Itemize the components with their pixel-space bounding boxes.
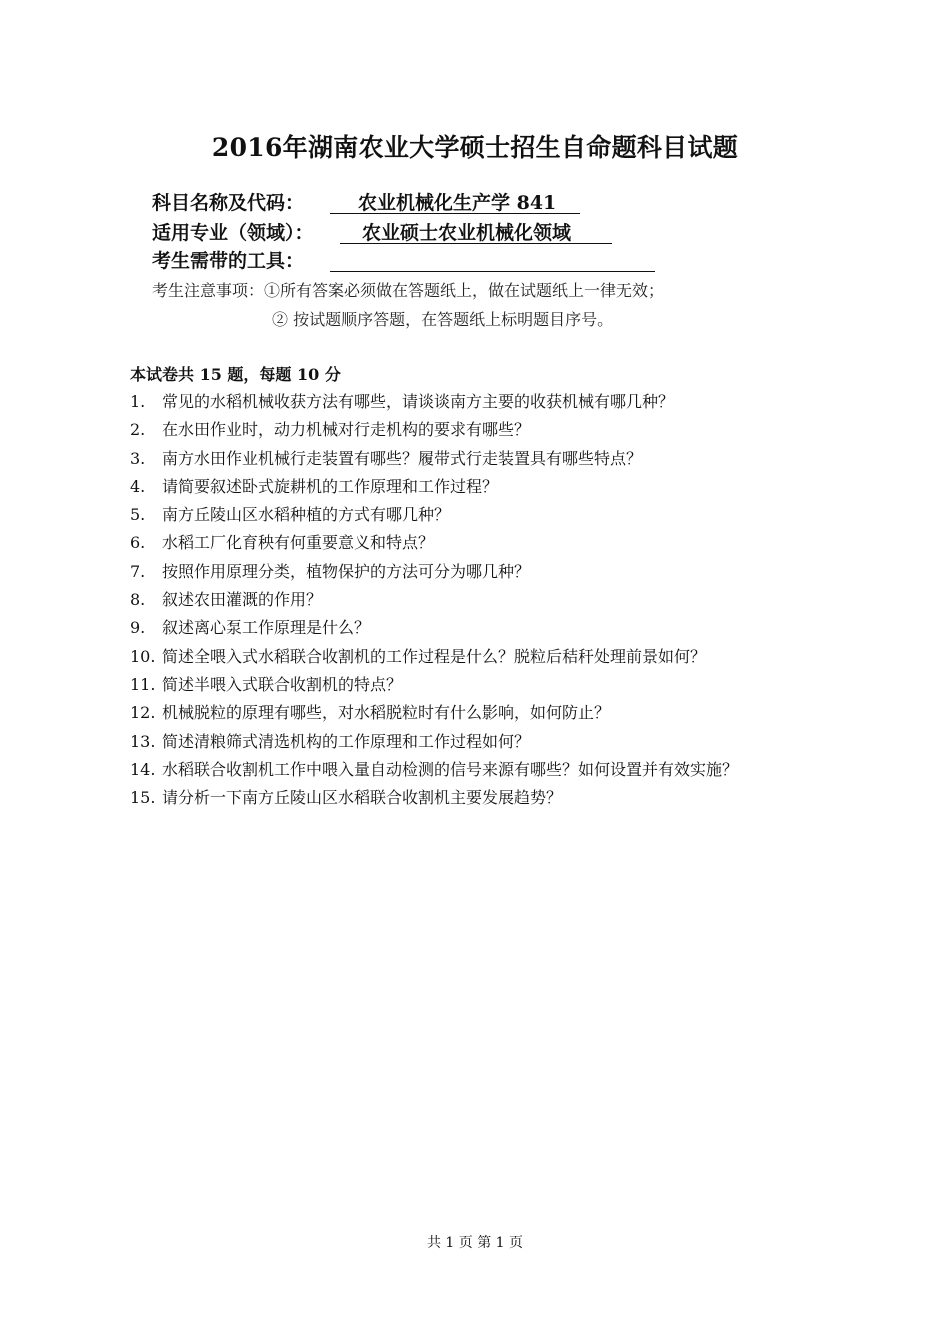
question-list: [130, 389, 738, 813]
question-item: [130, 502, 738, 530]
question-text: 南方丘陵山区水稻种植的方式有哪几种？: [162, 505, 451, 525]
question-item: [130, 644, 738, 672]
question-item: [130, 474, 738, 502]
question-item: [130, 672, 738, 700]
question-text: 在水田作业时，动力机械对行走机构的要求有哪些？: [162, 420, 531, 440]
major-value: 农业硕士农业机械化领域: [340, 218, 612, 244]
notice-line-1: 考生注意事项：①所有答案必须做在答题纸上，做在试题纸上一律无效；: [152, 281, 665, 300]
question-text: 简述全喂入式水稻联合收割机的工作过程是什么？脱粒后秸秆处理前景如何？: [162, 646, 707, 666]
question-number: 6.: [130, 533, 146, 553]
question-text: 按照作用原理分类，植物保护的方法可分为哪几种？: [162, 561, 531, 581]
question-text: 请分析一下南方丘陵山区水稻联合收割机主要发展趋势？: [162, 788, 563, 808]
question-number: 12.: [130, 703, 156, 723]
question-text: 叙述离心泵工作原理是什么？: [162, 618, 371, 638]
question-text: 请简要叙述卧式旋耕机的工作原理和工作过程？: [162, 476, 499, 496]
page-footer: 共 1 页 第 1 页: [426, 1235, 524, 1251]
question-item: [130, 530, 738, 558]
question-text: 简述半喂入式联合收割机的特点？: [162, 674, 403, 694]
question-number: 8.: [130, 590, 146, 610]
question-number: 13.: [130, 731, 156, 751]
question-item: [130, 700, 738, 728]
exam-title: 2016年湖南农业大学硕士招生自命题科目试题: [211, 133, 739, 162]
question-text: 水稻联合收割机工作中喂入量自动检测的信号来源有哪些？如何设置并有效实施？: [162, 759, 739, 779]
question-item: [130, 417, 738, 445]
question-item: [130, 446, 738, 474]
question-text: 水稻工厂化育秧有何重要意义和特点？: [162, 533, 435, 553]
question-number: 3.: [130, 448, 146, 468]
question-number: 1.: [130, 392, 146, 411]
question-number: 5.: [130, 505, 146, 525]
question-number: 10.: [130, 646, 156, 666]
subject-value: 农业机械化生产学 841: [330, 188, 580, 214]
question-item: [130, 559, 738, 587]
notice-line-2: ② 按试题顺序答题，在答题纸上标明题目序号。: [272, 310, 614, 329]
question-item: [130, 615, 738, 643]
question-item: [130, 785, 738, 813]
question-number: 14.: [130, 759, 156, 779]
question-text: 常见的水稻机械收获方法有哪些，请谈谈南方主要的收获机械有哪几种？: [162, 392, 675, 411]
question-number: 15.: [130, 788, 156, 808]
question-item: [130, 729, 738, 757]
question-number: 11.: [130, 674, 156, 694]
question-text: 南方水田作业机械行走装置有哪些？履带式行走装置具有哪些特点？: [162, 448, 643, 468]
question-number: 7.: [130, 561, 146, 581]
tools-label: 考生需带的工具：: [152, 250, 305, 272]
question-item: [130, 757, 738, 785]
tools-value: [330, 246, 655, 272]
question-text: 简述清粮筛式清选机构的工作原理和工作过程如何？: [162, 731, 531, 751]
question-number: 4.: [130, 476, 146, 496]
question-item: [130, 587, 738, 615]
question-text: 叙述农田灌溉的作用？: [162, 590, 323, 610]
major-label: 适用专业（领域）：: [152, 222, 314, 244]
question-number: 9.: [130, 618, 146, 638]
exam-summary: 本试卷共 15 题，每题 10 分: [130, 365, 341, 384]
subject-label: 科目名称及代码：: [152, 192, 305, 214]
question-number: 2.: [130, 420, 146, 440]
question-item: [130, 389, 738, 417]
question-text: 机械脱粒的原理有哪些，对水稻脱粒时有什么影响，如何防止？: [162, 703, 611, 723]
